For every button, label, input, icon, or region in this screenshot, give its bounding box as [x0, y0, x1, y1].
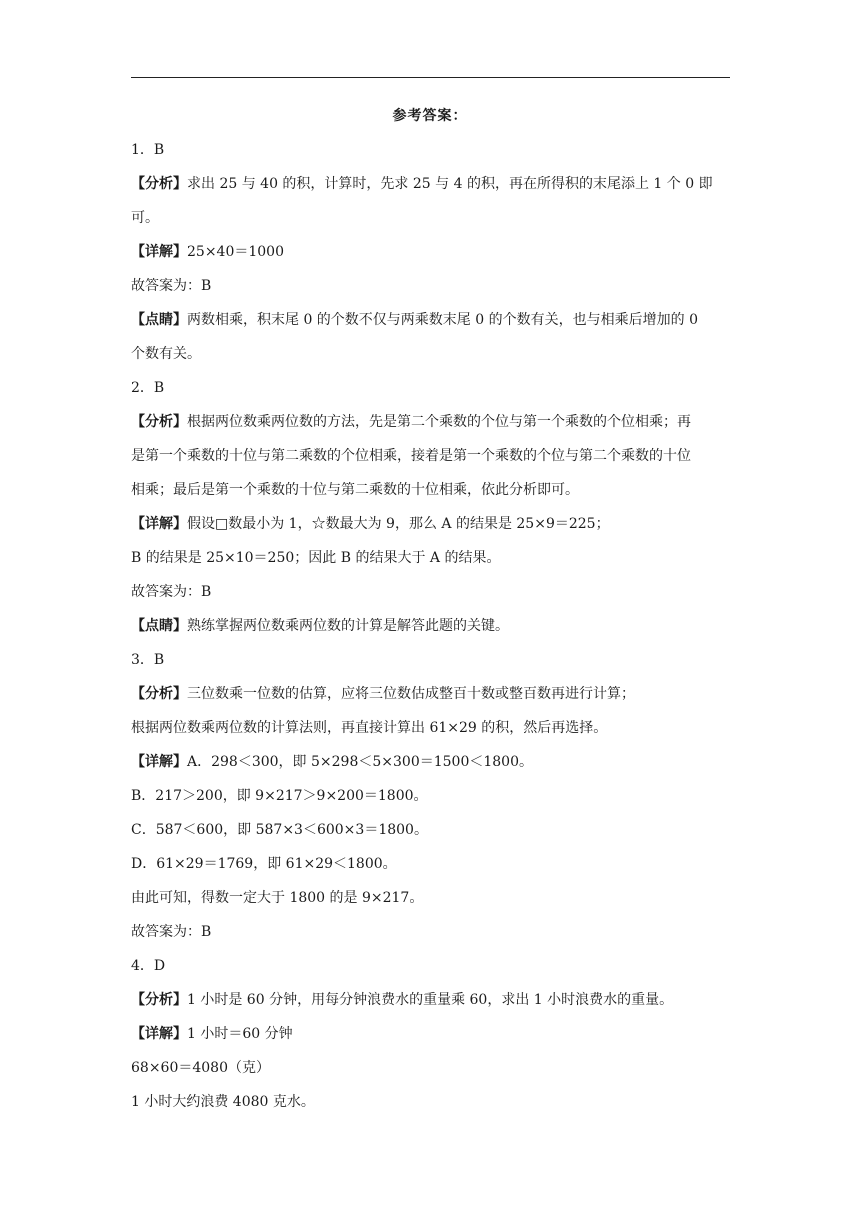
line-text: 故答案为：B	[131, 584, 212, 600]
line-text: 故答案为：B	[131, 278, 212, 294]
text-line	[131, 201, 731, 235]
line-text: 根据两位数乘两位数的计算法则，再直接计算出 61×29 的积，然后再选择。	[131, 720, 608, 736]
line-text: 是第一个乘数的十位与第二乘数的个位相乘，接着是第一个乘数的个位与第二个乘数的十位	[131, 448, 691, 464]
section-tag: 【分析】	[131, 176, 187, 192]
line-text: C．587＜600，即 587×3＜600×3＝1800。	[131, 822, 428, 838]
text-line	[131, 541, 731, 575]
text-line	[131, 643, 731, 677]
line-text: 4．D	[131, 958, 166, 974]
section-tag: 【分析】	[131, 992, 187, 1008]
text-line	[131, 711, 731, 745]
line-text: B．217＞200，即 9×217＞9×200＝1800。	[131, 788, 428, 804]
text-line	[131, 949, 731, 983]
line-text: D．61×29＝1769，即 61×29＜1800。	[131, 856, 397, 872]
section-tag: 【点睛】	[131, 312, 187, 328]
line-text: 1 小时是 60 分钟，用每分钟浪费水的重量乘 60，求出 1 小时浪费水的重量。	[187, 992, 674, 1008]
line-text: 25×40＝1000	[187, 244, 284, 260]
line-text: B 的结果是 25×10＝250；因此 B 的结果大于 A 的结果。	[131, 550, 501, 566]
line-text: 1 小时＝60 分钟	[187, 1026, 293, 1042]
line-text: 1．B	[131, 142, 165, 158]
text-line	[131, 405, 731, 439]
line-text: 个数有关。	[131, 346, 201, 362]
text-line	[131, 303, 731, 337]
text-line	[131, 609, 731, 643]
section-tag: 【点睛】	[131, 618, 187, 634]
text-line	[131, 677, 731, 711]
line-text: 2．B	[131, 380, 165, 396]
section-tag: 【详解】	[131, 1026, 187, 1042]
text-line	[131, 575, 731, 609]
text-line	[131, 167, 731, 201]
line-text: 相乘；最后是第一个乘数的十位与第二乘数的十位相乘，依此分析即可。	[131, 482, 579, 498]
text-line	[131, 337, 731, 371]
text-line	[131, 473, 731, 507]
text-line	[131, 745, 731, 779]
line-text: 熟练掌握两位数乘两位数的计算是解答此题的关键。	[187, 618, 509, 634]
text-line	[131, 881, 731, 915]
text-line	[131, 915, 731, 949]
line-text: 假设□数最小为 1，☆数最大为 9，那么 A 的结果是 25×9＝225；	[187, 516, 610, 532]
line-text: 1 小时大约浪费 4080 克水。	[131, 1094, 315, 1110]
line-text: 求出 25 与 40 的积，计算时，先求 25 与 4 的积，再在所得积的末尾添上 1 个 0 即	[187, 176, 713, 192]
text-line	[131, 133, 731, 167]
section-tag: 【详解】	[131, 244, 187, 260]
text-line	[131, 1085, 731, 1119]
text-line	[131, 1051, 731, 1085]
line-text: 两数相乘，积末尾 0 的个数不仅与两乘数末尾 0 的个数有关，也与相乘后增加的 0	[187, 312, 698, 328]
line-text: 68×60＝4080（克）	[131, 1060, 270, 1076]
header-rule	[131, 77, 730, 78]
text-line	[131, 779, 731, 813]
line-text: 故答案为：B	[131, 924, 212, 940]
page-title: 参考答案：	[392, 108, 468, 124]
line-text: 根据两位数乘两位数的方法，先是第二个乘数的个位与第一个乘数的个位相乘；再	[187, 414, 691, 430]
text-line	[131, 371, 731, 405]
section-tag: 【详解】	[131, 516, 187, 532]
section-tag: 【详解】	[131, 754, 187, 770]
section-tag: 【分析】	[131, 686, 187, 702]
answer-content	[131, 133, 731, 1119]
text-line	[131, 269, 731, 303]
text-line	[131, 847, 731, 881]
text-line	[131, 439, 731, 473]
text-line	[131, 813, 731, 847]
line-text: 3．B	[131, 652, 165, 668]
text-line	[131, 1017, 731, 1051]
text-line	[131, 983, 731, 1017]
line-text: 三位数乘一位数的估算，应将三位数估成整百十数或整百数再进行计算；	[187, 686, 635, 702]
line-text: 由此可知，得数一定大于 1800 的是 9×217。	[131, 890, 424, 906]
line-text: 可。	[131, 210, 159, 226]
section-tag: 【分析】	[131, 414, 187, 430]
text-line	[131, 235, 731, 269]
text-line	[131, 507, 731, 541]
line-text: A．298＜300，即 5×298＜5×300＝1500＜1800。	[187, 754, 533, 770]
